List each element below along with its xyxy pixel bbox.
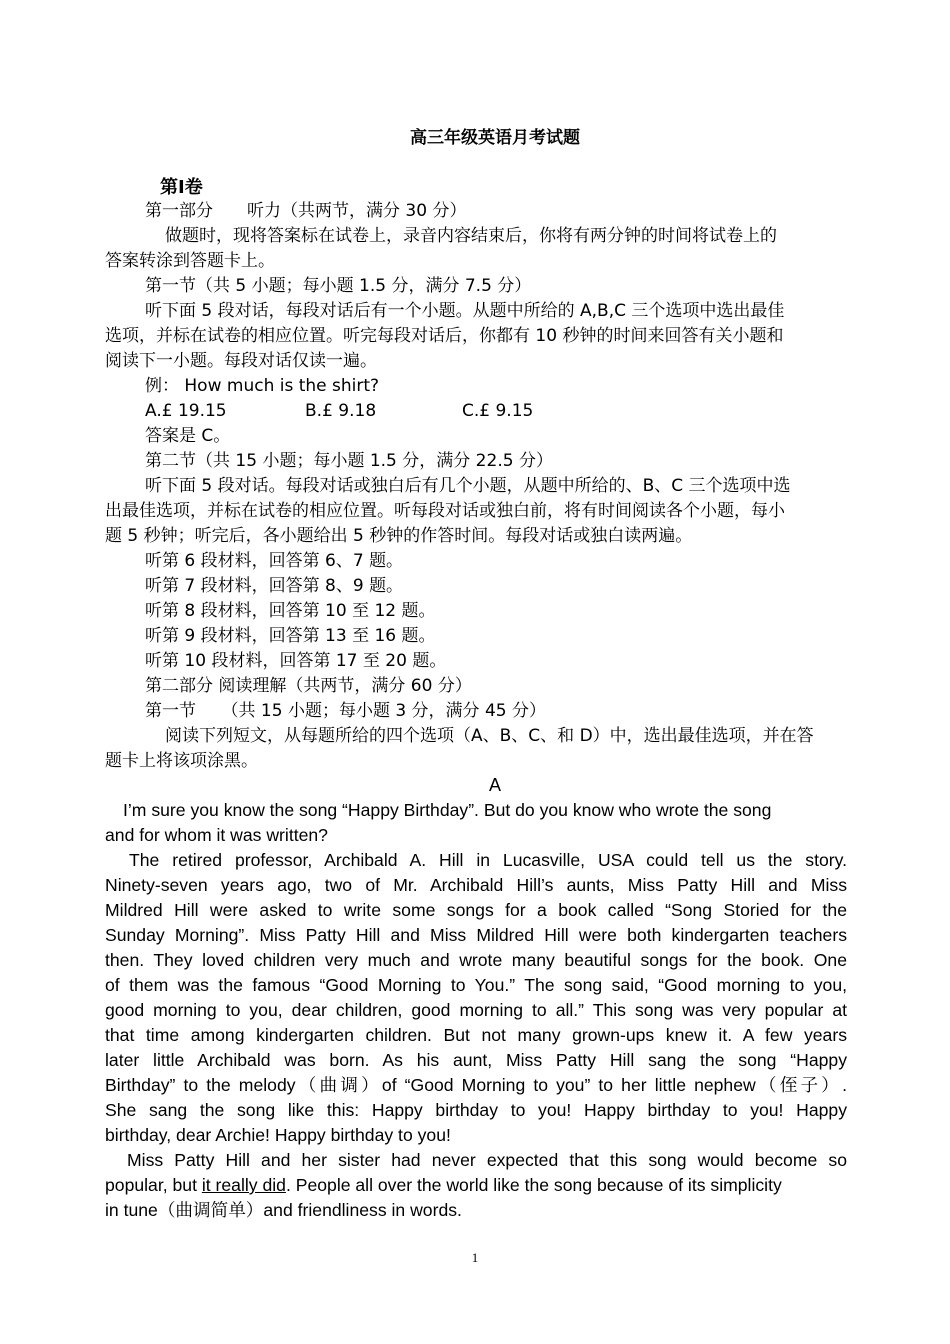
passage-line: of them was the famous “Good Morning to You.” The song said, “Good morning to you, — [105, 975, 847, 995]
section2-instruction-line1: 听下面 5 段对话。每段对话或独白后有几个小题，从题中所给的、B、C 三个选项中选 — [145, 476, 791, 496]
part2-section1-heading: 第一节 （共 15 小题；每小题 3 分，满分 45 分） — [145, 701, 547, 721]
passage-line: good morning to you, dear children, good morning to all.” This song was very popular at — [105, 1000, 847, 1020]
volume-heading: 第Ⅰ卷 — [160, 177, 203, 198]
passage-line: later little Archibald was born. As his aunt, Miss Patty Hill sang the song “Happy — [105, 1050, 847, 1070]
passage-line: Mildred Hill were asked to write some songs for a book called “Song Storied for the — [105, 900, 847, 920]
page-number: 1 — [471, 1250, 479, 1265]
passage-line: Ninety-seven years ago, two of Mr. Archibald Hill’s aunts, Miss Patty Hill and Miss — [105, 875, 847, 895]
example-option-a: A.£ 19.15 — [145, 401, 227, 421]
example-question: 例： How much is the shirt? — [145, 376, 380, 396]
part1-instruction-line2: 答案转涂到答题卡上。 — [105, 251, 275, 271]
section1-instruction-line2: 选项，并标在试卷的相应位置。听完每段对话后，你都有 10 秒钟的时间来回答有关小题和 — [105, 326, 784, 346]
section2-heading: 第二节（共 15 小题；每小题 1.5 分，满分 22.5 分） — [145, 451, 553, 471]
passage-line: that time among kindergarten children. But not many grown-ups knew it. A few years — [105, 1025, 847, 1045]
underlined-phrase: it really did — [201, 1175, 286, 1195]
passage-line: I’m sure you know the song “Happy Birthday”. But do you know who wrote the song — [123, 800, 772, 820]
passage-line: Sunday Morning”. Miss Patty Hill and Miss Mildred Hill were both kindergarten teachers — [105, 925, 847, 945]
part2-heading: 第二部分 阅读理解（共两节，满分 60 分） — [145, 676, 472, 696]
passage-line: The retired professor, Archibald A. Hill in Lucasville, USA could tell us the story. — [129, 850, 847, 870]
part2-instruction-line1: 阅读下列短文，从每题所给的四个选项（A、B、C、和 D）中，选出最佳选项，并在答 — [165, 726, 814, 746]
part1-instruction-line1: 做题时，现将答案标在试卷上，录音内容结束后，你将有两分钟的时间将试卷上的 — [165, 226, 777, 246]
passage-line-underlined — [105, 1173, 847, 1198]
example-option-b: B.£ 9.18 — [305, 401, 377, 421]
part1-heading: 第一部分 听力（共两节，满分 30 分） — [145, 201, 467, 221]
exam-title: 高三年级英语月考试题 — [410, 128, 580, 148]
passage-line: then. They loved children very much and wrote many beautiful songs for the book. One — [105, 950, 847, 970]
example-option-c: C.£ 9.15 — [462, 401, 534, 421]
section2-instruction-line3: 题 5 秒钟；听完后，各小题给出 5 秒钟的作答时间。每段对话或独白读两遍。 — [105, 526, 693, 546]
passage-line: She sang the song like this: Happy birthday to you! Happy birthday to you! Happy — [105, 1100, 847, 1120]
passage-line: in tune（曲调简单）and friendliness in words. — [105, 1200, 462, 1220]
passage-line: birthday, dear Archie! Happy birthday to you! — [105, 1125, 451, 1145]
material-6-note: 听第 6 段材料，回答第 6、7 题。 — [145, 551, 404, 571]
passage-line: Birthday” to the melody（曲调）of “Good Morning to you” to her little nephew（侄子）. — [105, 1075, 847, 1095]
example-answer: 答案是 C。 — [145, 426, 231, 446]
material-9-note: 听第 9 段材料，回答第 13 至 16 题。 — [145, 626, 436, 646]
text-segment: . People all over the world like the song because of its simplicity — [285, 1175, 782, 1195]
part2-instruction-line2: 题卡上将该项涂黑。 — [105, 751, 258, 771]
material-7-note: 听第 7 段材料，回答第 8、9 题。 — [145, 576, 404, 596]
passage-line: and for whom it was written? — [105, 825, 328, 845]
section1-instruction-line1: 听下面 5 段对话，每段对话后有一个小题。从题中所给的 A,B,C 三个选项中选出最佳 — [145, 301, 785, 321]
material-10-note: 听第 10 段材料，回答第 17 至 20 题。 — [145, 651, 447, 671]
text-segment: popular, but — [105, 1175, 202, 1195]
section1-heading: 第一节（共 5 小题；每小题 1.5 分，满分 7.5 分） — [145, 276, 532, 296]
material-8-note: 听第 8 段材料，回答第 10 至 12 题。 — [145, 601, 436, 621]
section1-instruction-line3: 阅读下一小题。每段对话仅读一遍。 — [105, 351, 377, 371]
passage-a-label: A — [488, 775, 501, 795]
section2-instruction-line2: 出最佳选项，并标在试卷的相应位置。听每段对话或独白前，将有时间阅读各个小题，每小 — [105, 501, 785, 521]
passage-line: Miss Patty Hill and her sister had never expected that this song would become so — [127, 1150, 847, 1170]
